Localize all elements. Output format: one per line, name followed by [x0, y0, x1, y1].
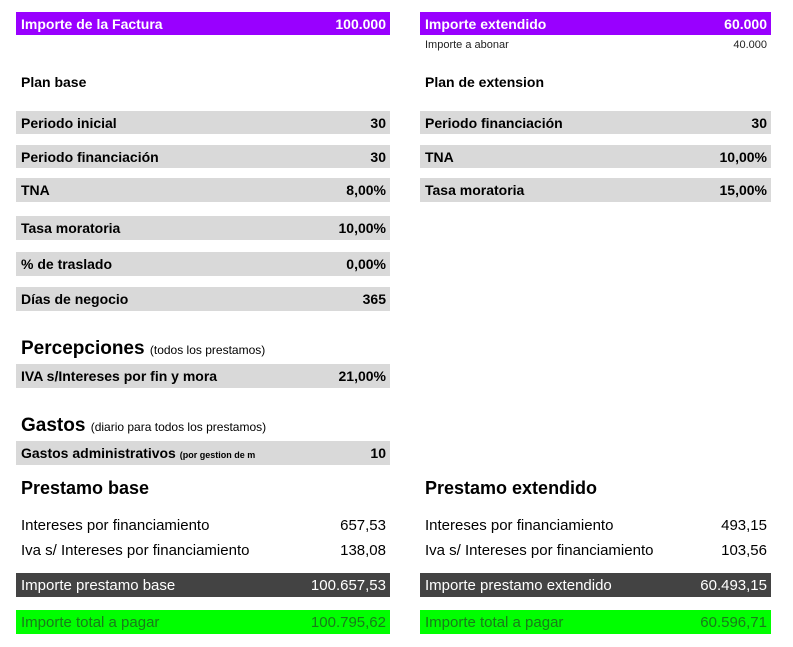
- gastos-admin-value[interactable]: 10: [370, 445, 386, 461]
- plan-row-value[interactable]: 30: [370, 114, 386, 131]
- total-pagar-extendido-label: Importe total a pagar: [425, 613, 564, 631]
- invoice-amount-label: Importe de la Factura: [21, 15, 163, 32]
- base-intereses-row: [16, 515, 390, 535]
- total-pagar-base-value: 100.795,62: [310, 613, 386, 631]
- importe-abonar-row: [420, 39, 771, 51]
- plan-row-periodo-financiacion[interactable]: [16, 145, 390, 168]
- importe-prestamo-base-label: Importe prestamo base: [21, 576, 176, 594]
- plan-row-label: Periodo financiación: [21, 148, 159, 165]
- iva-intereses-value[interactable]: 21,00%: [338, 368, 386, 384]
- plan-row-value[interactable]: 365: [362, 291, 386, 307]
- ext-row-value[interactable]: 30: [751, 114, 767, 131]
- plan-base-title: Plan base: [21, 74, 87, 90]
- plan-row-value[interactable]: 10,00%: [338, 220, 386, 236]
- ext-iva-row: [420, 540, 771, 560]
- plan-row-tna[interactable]: [16, 178, 390, 202]
- plan-row-tasa-moratoria[interactable]: [16, 216, 390, 240]
- invoice-amount-value[interactable]: 100.000: [335, 15, 386, 32]
- gastos-admin-label-wrap: [21, 445, 279, 461]
- ext-row-label: Tasa moratoria: [425, 182, 525, 198]
- ext-row-periodo-financiacion[interactable]: [420, 111, 771, 134]
- ext-row-tasa-moratoria[interactable]: [420, 178, 771, 202]
- percepciones-heading: [21, 338, 265, 360]
- gastos-admin-row[interactable]: [16, 441, 390, 465]
- ext-row-value[interactable]: 15,00%: [719, 182, 767, 198]
- percepciones-title: Percepciones: [21, 338, 145, 359]
- iva-intereses-label: IVA s/Intereses por fin y mora: [21, 368, 218, 384]
- base-iva-value: 138,08: [340, 541, 386, 559]
- importe-prestamo-base-value: 100.657,53: [310, 576, 386, 594]
- total-pagar-base-row: [16, 610, 390, 634]
- ext-row-label: TNA: [425, 148, 454, 165]
- total-pagar-extendido-value: 60.596,71: [700, 613, 767, 631]
- ext-intereses-row: [420, 515, 771, 535]
- ext-row-value[interactable]: 10,00%: [719, 148, 767, 165]
- ext-row-tna[interactable]: [420, 145, 771, 168]
- iva-intereses-row[interactable]: [16, 364, 390, 388]
- plan-row-traslado[interactable]: [16, 252, 390, 276]
- importe-prestamo-extendido-value: 60.493,15: [700, 576, 767, 594]
- ext-intereses-value: 493,15: [721, 516, 767, 534]
- base-intereses-label: Intereses por financiamiento: [21, 516, 210, 534]
- importe-abonar-label: Importe a abonar: [425, 39, 509, 51]
- plan-row-dias-negocio[interactable]: [16, 287, 390, 311]
- extended-amount-value[interactable]: 60.000: [724, 15, 767, 32]
- prestamo-base-title: Prestamo base: [21, 478, 150, 498]
- invoice-amount-row[interactable]: [16, 12, 390, 35]
- gastos-admin-sublabel: (por gestion de m: [179, 450, 256, 460]
- extended-amount-label: Importe extendido: [425, 15, 547, 32]
- ext-intereses-label: Intereses por financiamiento: [425, 516, 614, 534]
- base-iva-label: Iva s/ Intereses por financiamiento: [21, 541, 250, 559]
- plan-row-value[interactable]: 8,00%: [346, 182, 386, 198]
- gastos-admin-label: Gastos administrativos: [21, 445, 176, 461]
- importe-abonar-value: 40.000: [733, 39, 767, 51]
- plan-row-periodo-inicial[interactable]: [16, 111, 390, 134]
- plan-row-label: % de traslado: [21, 256, 113, 272]
- plan-row-value[interactable]: 30: [370, 148, 386, 165]
- importe-prestamo-base-row: [16, 573, 390, 597]
- base-iva-row: [16, 540, 390, 560]
- importe-prestamo-extendido-row: [420, 573, 771, 597]
- plan-extension-title: Plan de extension: [425, 74, 545, 90]
- gastos-heading: [21, 415, 266, 437]
- ext-row-label: Periodo financiación: [425, 114, 563, 131]
- plan-row-label: Tasa moratoria: [21, 220, 121, 236]
- base-intereses-value: 657,53: [340, 516, 386, 534]
- plan-row-value[interactable]: 0,00%: [346, 256, 386, 272]
- plan-row-label: Periodo inicial: [21, 114, 117, 131]
- prestamo-extendido-title: Prestamo extendido: [425, 478, 598, 498]
- gastos-note: (diario para todos los prestamos): [90, 420, 267, 434]
- extended-amount-row[interactable]: [420, 12, 771, 35]
- ext-iva-value: 103,56: [721, 541, 767, 559]
- total-pagar-base-label: Importe total a pagar: [21, 613, 160, 631]
- plan-row-label: Días de negocio: [21, 291, 129, 307]
- plan-row-label: TNA: [21, 182, 50, 198]
- percepciones-note: (todos los prestamos): [149, 343, 266, 357]
- ext-iva-label: Iva s/ Intereses por financiamiento: [425, 541, 654, 559]
- total-pagar-extendido-row: [420, 610, 771, 634]
- gastos-title: Gastos: [21, 415, 86, 436]
- importe-prestamo-extendido-label: Importe prestamo extendido: [425, 576, 612, 594]
